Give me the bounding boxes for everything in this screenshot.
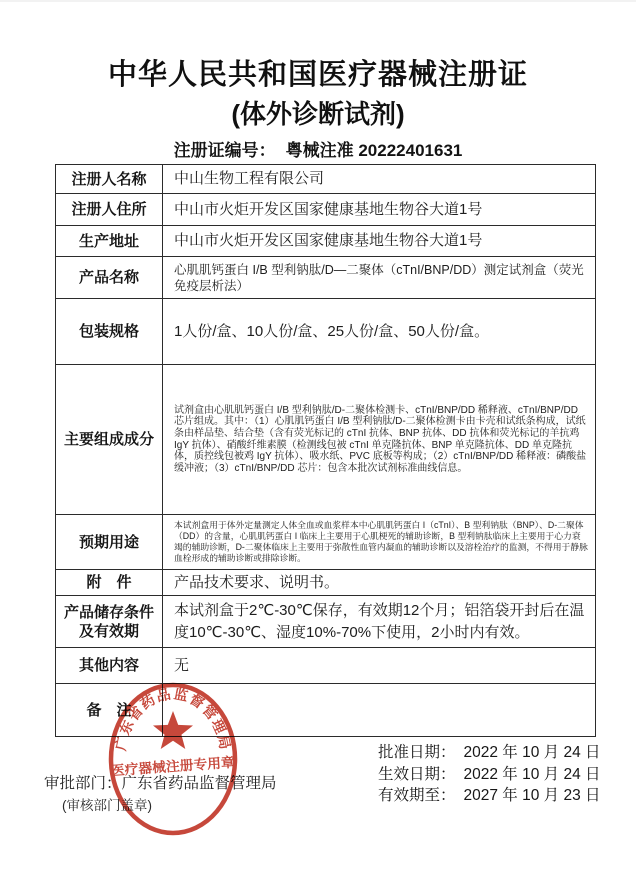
table-row xyxy=(56,299,595,365)
row-value: 中山市火炬开发区国家健康基地生物谷大道1号 xyxy=(174,232,483,249)
table-row xyxy=(56,596,595,648)
row-value: 本试剂盒用于体外定量测定人体全血或血浆样本中心肌肌钙蛋白 I（cTnI）、B 型利钠肽（BNP）、D-二聚体（DD）的含量，心肌肌钙蛋白 I 临床上主要用于心肌梗死的辅助诊断，B 型利钠肽临床上主要用于心力衰竭的辅助诊断，D-二聚体临床上主要用于弥散性血管内凝血的辅助诊断以及溶栓治疗的监测，不得用于静脉血栓形成的辅助诊断或排除诊断。 xyxy=(174,520,588,563)
stamp-center-text: 医疗器械注册专用章 xyxy=(110,754,233,779)
approval-department-value: 广东省药品监督管理局 xyxy=(121,775,277,792)
approval-date-value: 2022 年 10 月 24 日 xyxy=(463,744,601,761)
row-value: 本试剂盒于2℃-30℃保存，有效期12个月；铝箔袋开封后在温度10℃-30℃、湿度10%-70%下使用，2小时内有效。 xyxy=(174,601,585,641)
row-label: 附 件 xyxy=(56,570,163,595)
effective-date-label: 生效日期： xyxy=(378,765,456,783)
effective-date-line xyxy=(378,764,601,786)
stamp-ring-text: 广东省药品监督管理局 xyxy=(112,685,234,752)
approval-date-line xyxy=(378,742,601,764)
approval-department-label: 审批部门： xyxy=(44,775,122,792)
row-label: 产品储存条件及有效期 xyxy=(56,596,163,647)
table-row xyxy=(56,257,595,299)
row-value: 无 xyxy=(174,656,190,674)
table-row xyxy=(56,365,595,515)
row-value: 中山生物工程有限公司 xyxy=(174,170,325,187)
row-label: 注册人名称 xyxy=(56,165,163,193)
page-title: 中华人民共和国医疗器械注册证 xyxy=(107,59,528,91)
page-subtitle: (体外诊断试剂) xyxy=(231,99,405,129)
table-row xyxy=(56,165,595,194)
table-row xyxy=(56,648,595,684)
row-value: 1人份/盒、10人份/盒、25人份/盒、50人份/盒。 xyxy=(174,322,490,340)
table-row xyxy=(56,194,595,226)
table-row xyxy=(56,515,595,570)
expiry-date-label: 有效期至： xyxy=(378,787,456,804)
approval-seal-note: (审核部门盖章) xyxy=(62,798,152,813)
row-label: 注册人住所 xyxy=(56,194,163,225)
effective-date-value: 2022 年 10 月 24 日 xyxy=(463,765,601,783)
row-value: 产品技术要求、说明书。 xyxy=(174,573,340,591)
row-label: 生产地址 xyxy=(56,226,163,256)
expiry-date-value: 2027 年 10 月 23 日 xyxy=(463,787,601,804)
stamp-star-icon xyxy=(153,711,193,749)
table-row xyxy=(56,570,595,596)
row-label: 其他内容 xyxy=(56,648,163,683)
table-row xyxy=(56,226,595,257)
approval-date-label: 批准日期： xyxy=(378,744,456,761)
registration-number-value: 粤械注准 20222401631 xyxy=(285,141,463,160)
official-seal-stamp-icon xyxy=(103,681,245,841)
certificate-table xyxy=(55,164,596,737)
row-label: 预期用途 xyxy=(56,515,163,569)
row-label: 产品名称 xyxy=(56,257,163,298)
registration-number-line xyxy=(0,136,636,161)
row-value: 心肌肌钙蛋白 I/B 型利钠肽/D—二聚体（cTnI/BNP/DD）测定试剂盒（荧光免疫层析法） xyxy=(174,262,584,293)
row-label: 备 注 xyxy=(56,684,163,736)
row-label: 包装规格 xyxy=(56,299,163,364)
dates-block xyxy=(378,742,601,807)
registration-number-label: 注册证编号： xyxy=(173,141,276,160)
row-value: 中山市火炬开发区国家健康基地生物谷大道1号 xyxy=(174,200,483,218)
row-label: 主要组成成分 xyxy=(56,365,163,514)
row-value: 试剂盒由心肌肌钙蛋白 I/B 型利钠肽/D-二聚体检测卡、cTnI/BNP/DD 稀释液、cTnI/BNP/DD 芯片组成。其中：（1）心肌肌钙蛋白 I/B 型利钠肽/D-二聚体检测卡由卡壳和试纸条构成，试纸条由样品垫、结合垫（含有荧光标记的 cTnI 抗体、BNP 抗体、DD 抗体和荧光标记的羊抗鸡 IgY 抗体）、硝酸纤维素膜（检测线包被 cTnI 单克隆抗体、BNP 单克隆抗体、DD 单克隆抗体，质控线包被鸡 IgY 抗体）、吸水纸、PVC 底板等构成；（2）cTnI/BNP/DD 稀释液：磷酸盐缓冲液；（3）cTnI/BNP/DD 芯片：包含本批次试剂标准曲线信息。 xyxy=(174,404,587,474)
expiry-date-line xyxy=(378,785,601,807)
